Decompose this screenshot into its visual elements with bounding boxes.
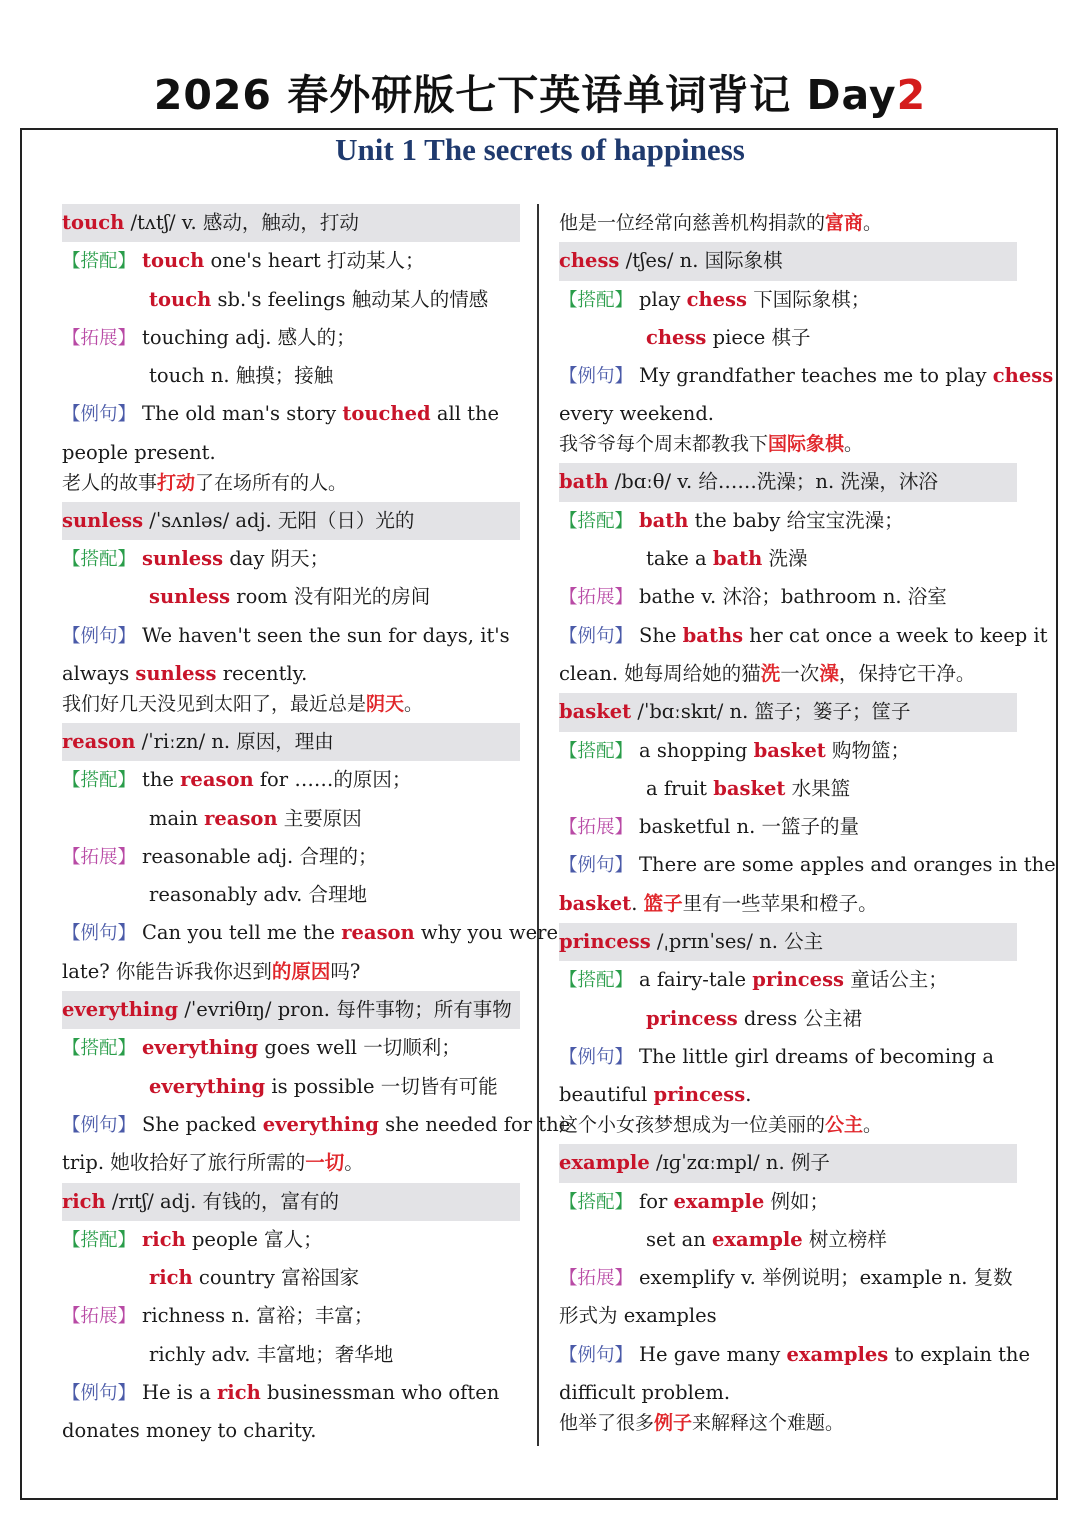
entry-header-princess: princess /ˌprɪnˈses/ n. 公主 — [559, 923, 1017, 961]
left-column — [62, 204, 571, 1451]
extension-line: 【拓展】 bathe v. 沐浴；bathroom n. 浴室 — [559, 585, 947, 609]
translation-line: 我们好几天没见到太阳了，最近总是阴天。 — [62, 692, 424, 715]
extension-line: 【拓展】 basketful n. 一篮子的量 — [559, 815, 859, 839]
entry-header-sunless: sunless /ˈsʌnləs/ adj. 无阳（日）光的 — [62, 502, 520, 540]
entry-header-touch: touch /tʌtʃ/ v. 感动，触动，打动 — [62, 204, 520, 242]
extension-line: 【拓展】 reasonable adj. 合理的； — [62, 844, 378, 868]
day-number: 2 — [896, 71, 927, 119]
example-line: 【例句】 Can you tell me the reason why you were — [62, 921, 559, 945]
entry-header-chess: chess /tʃes/ n. 国际象棋 — [559, 242, 1017, 280]
extension-line: touch n. 触摸；接触 — [149, 364, 334, 388]
example-line: basket. 篮子里有一些苹果和橙子。 — [559, 891, 878, 915]
right-column — [559, 204, 1056, 1442]
example-line: 【例句】 We haven't seen the sun for days, it's — [62, 623, 510, 647]
collocation-line: princess dress 公主裙 — [646, 1006, 862, 1030]
collocation-line: touch sb.'s feelings 触动某人的情感 — [149, 287, 489, 311]
column-divider — [537, 204, 539, 1446]
example-line: 【例句】 He is a rich businessman who often — [62, 1381, 500, 1405]
extension-line: 【拓展】 richness n. 富裕；丰富； — [62, 1304, 374, 1328]
entry-header-basket: basket /ˈbɑːskɪt/ n. 篮子；篓子；筐子 — [559, 693, 1017, 731]
translation-line: 我爷爷每个周末都教我下国际象棋。 — [559, 433, 864, 456]
collocation-line: 【搭配】 for example 例如； — [559, 1189, 829, 1213]
page-title: 2026 春外研版七下英语单词背记 Day2 — [153, 71, 927, 119]
collocation-line: take a bath 洗澡 — [646, 547, 808, 571]
example-line: late? 你能告诉我你迟到的原因吗? — [62, 959, 361, 983]
collocation-line: 【搭配】 a shopping basket 购物篮； — [559, 738, 910, 762]
translation-line: 他是一位经常向慈善机构捐款的富商。 — [559, 212, 883, 234]
example-line: 【例句】 The little girl dreams of becoming a — [559, 1044, 995, 1068]
example-line: 【例句】 He gave many examples to explain the — [559, 1342, 1031, 1366]
example-line: people present. — [62, 440, 216, 464]
example-line: every weekend. — [559, 402, 715, 426]
translation-line: 这个小女孩梦想成为一位美丽的公主。 — [559, 1114, 883, 1137]
translation-line: 老人的故事打动了在场所有的人。 — [62, 471, 348, 494]
collocation-line: 【搭配】 everything goes well 一切顺利； — [62, 1036, 461, 1060]
example-line: 【例句】 She packed everything she needed for the — [62, 1112, 571, 1136]
collocation-line: set an example 树立榜样 — [646, 1227, 887, 1251]
example-line: beautiful princess. — [559, 1083, 752, 1107]
collocation-line: 【搭配】 bath the baby 给宝宝洗澡； — [559, 508, 904, 532]
example-line: difficult problem. — [559, 1381, 731, 1405]
example-line: 【例句】 There are some apples and oranges in the — [559, 853, 1056, 877]
extension-line: richly adv. 丰富地；奢华地 — [149, 1342, 394, 1366]
collocation-line: sunless room 没有阳光的房间 — [149, 585, 431, 609]
example-line: donates money to charity. — [62, 1419, 317, 1443]
extension-line: 【拓展】 exemplify v. 举例说明；example n. 复数 — [559, 1266, 1013, 1290]
example-line: 【例句】 My grandfather teaches me to play chess — [559, 364, 1054, 388]
example-line: always sunless recently. — [62, 661, 308, 685]
collocation-line: 【搭配】 play chess 下国际象棋； — [559, 287, 871, 311]
collocation-line: 【搭配】 the reason for ……的原因； — [62, 768, 412, 792]
collocation-line: chess piece 棋子 — [646, 325, 811, 349]
collocation-line: rich country 富裕国家 — [149, 1266, 360, 1290]
collocation-line: 【搭配】 sunless day 阴天； — [62, 547, 330, 571]
collocation-line: 【搭配】 rich people 富人； — [62, 1227, 323, 1251]
entry-header-everything: everything /ˈevriθɪŋ/ pron. 每件事物；所有事物 — [62, 991, 520, 1029]
entry-header-example: example /ɪɡˈzɑːmpl/ n. 例子 — [559, 1144, 1017, 1182]
extension-line: reasonably adv. 合理地 — [149, 883, 368, 907]
collocation-line: main reason 主要原因 — [149, 806, 362, 830]
entry-header-rich: rich /rɪtʃ/ adj. 有钱的，富有的 — [62, 1183, 520, 1221]
example-line: trip. 她收拾好了旅行所需的一切。 — [62, 1151, 364, 1175]
unit-title: Unit 1 The secrets of happiness — [335, 132, 745, 167]
extension-line: 形式为 examples — [559, 1304, 717, 1328]
collocation-line: a fruit basket 水果篮 — [646, 776, 851, 800]
collocation-line: everything is possible 一切皆有可能 — [149, 1074, 498, 1098]
entry-header-bath: bath /bɑːθ/ v. 给……洗澡；n. 洗澡，沐浴 — [559, 463, 1017, 501]
example-line: 【例句】 The old man's story touched all the — [62, 402, 500, 426]
collocation-line: 【搭配】 touch one's heart 打动某人； — [62, 249, 425, 273]
entry-header-reason: reason /ˈriːzn/ n. 原因，理由 — [62, 723, 520, 761]
extension-line: 【拓展】 touching adj. 感人的； — [62, 325, 356, 349]
collocation-line: 【搭配】 a fairy-tale princess 童话公主； — [559, 968, 948, 992]
example-line: clean. 她每周给她的猫洗一次澡，保持它干净。 — [559, 661, 976, 685]
example-line: 【例句】 She baths her cat once a week to keep it — [559, 623, 1048, 647]
translation-line: 他举了很多例子来解释这个难题。 — [559, 1412, 845, 1435]
